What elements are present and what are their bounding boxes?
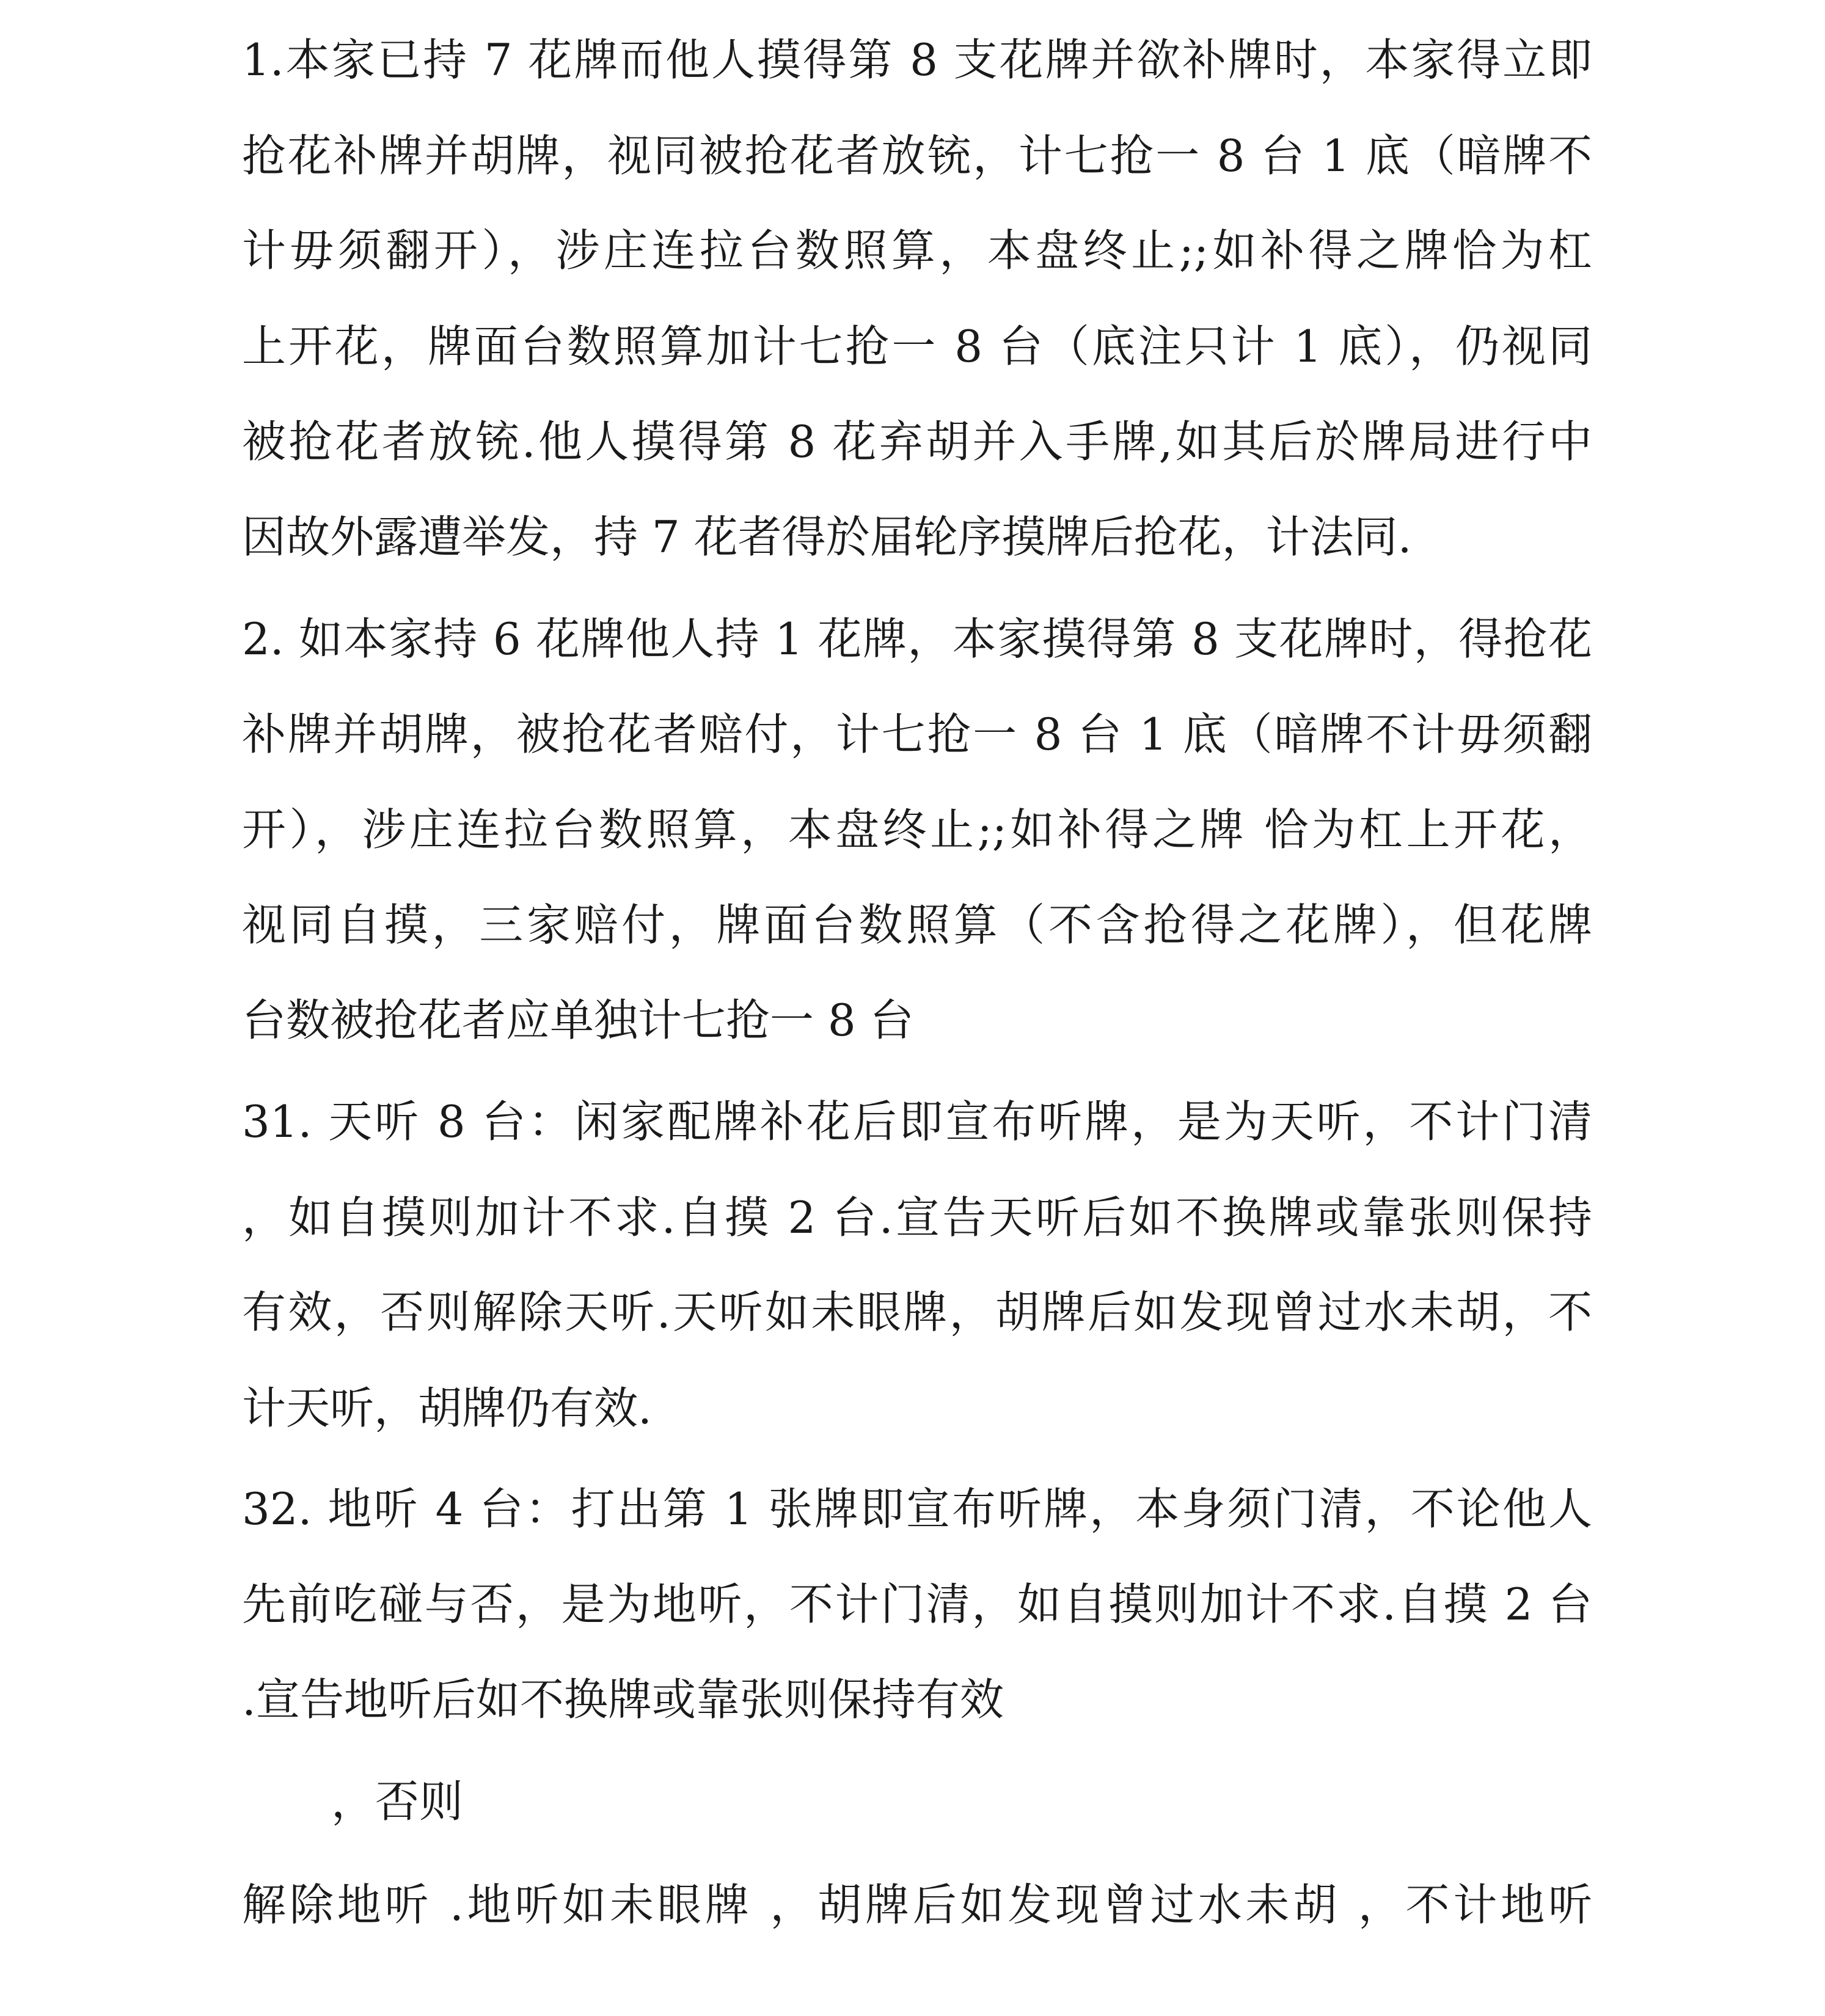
text-line-11: 台数被抢花者应单独计七抢一 8 台 — [242, 995, 914, 1046]
text-line-3: 计毋须翻开），涉庄连拉台数照算，本盘终止;;如补得之牌恰为杠 — [242, 225, 1592, 276]
text-line-7: 2. 如本家持 6 花牌他人持 1 花牌，本家摸得第 8 支花牌时，得抢花 — [242, 613, 1592, 665]
text-line-12: 31. 天听 8 台：闲家配牌补花后即宣布听牌，是为天听，不计门清 — [242, 1096, 1592, 1147]
text-line-14: 有效，否则解除天听.天听如未眼牌，胡牌后如发现曾过水未胡，不 — [242, 1287, 1592, 1338]
text-line-16: 32. 地听 4 台：打出第 1 张牌即宣布听牌，本身须门清，不论他人 — [242, 1483, 1592, 1535]
text-line-1: 1.本家已持 7 花牌而他人摸得第 8 支花牌并欲补牌时，本家得立即 — [242, 34, 1592, 86]
text-line-19: ，否则 — [331, 1776, 464, 1827]
text-line-15: 计天听，胡牌仍有效. — [242, 1382, 652, 1434]
text-line-6: 因故外露遭举发，持 7 花者得於届轮序摸牌后抢花，计法同. — [242, 511, 1412, 563]
text-line-5: 被抢花者放铳.他人摸得第 8 花弃胡并入手牌,如其后於牌局进行中 — [242, 416, 1592, 467]
text-line-18: .宣告地听后如不换牌或靠张则保持有效 — [242, 1674, 1004, 1725]
text-line-10: 视同自摸，三家赔付，牌面台数照算（不含抢得之花牌），但花牌 — [242, 899, 1592, 951]
text-line-17: 先前吃碰与否，是为地听，不计门清，如自摸则加计不求.自摸 2 台 — [242, 1579, 1592, 1630]
text-line-13: ，如自摸则加计不求.自摸 2 台.宣告天听后如不换牌或靠张则保持 — [242, 1192, 1592, 1243]
text-line-2: 抢花补牌并胡牌，视同被抢花者放铳，计七抢一 8 台 1 底（暗牌不 — [242, 130, 1592, 181]
text-line-20: 解除地听 .地听如未眼牌 ，胡牌后如发现曾过水未胡 ，不计地听 — [242, 1879, 1592, 1930]
text-line-4: 上开花，牌面台数照算加计七抢一 8 台（底注只计 1 底），仍视同 — [242, 321, 1592, 372]
text-line-9: 开），涉庄连拉台数照算，本盘终止;;如补得之牌 恰为杠上开花， — [242, 804, 1592, 855]
text-line-8: 补牌并胡牌，被抢花者赔付，计七抢一 8 台 1 底（暗牌不计毋须翻 — [242, 709, 1592, 760]
